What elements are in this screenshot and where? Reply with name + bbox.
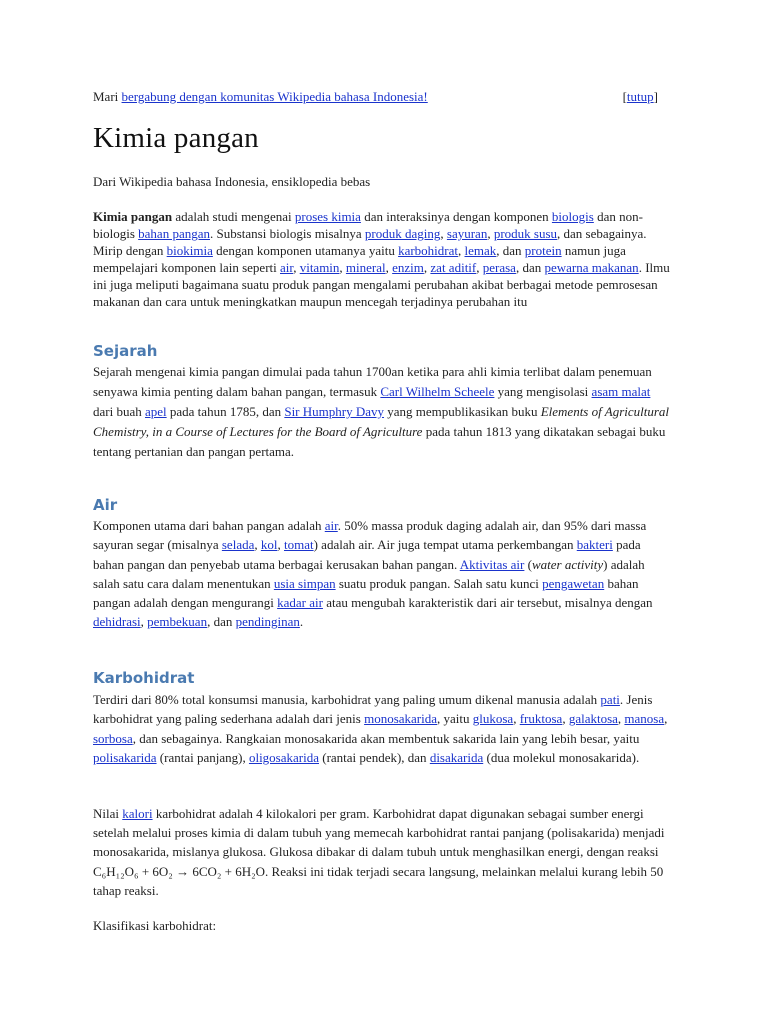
link-disakarida[interactable]: disakarida xyxy=(429,749,484,765)
text: , xyxy=(277,537,284,553)
link-pengawetan[interactable]: pengawetan xyxy=(542,575,605,591)
text: . 50% massa produk daging adalah air, dan 95% dari massa sayuran segar (misalnya xyxy=(93,518,647,553)
intro-bold-term: Kimia pangan xyxy=(93,209,173,224)
karbohidrat-paragraph-1 xyxy=(93,690,673,767)
link-asam-malat[interactable]: asam malat xyxy=(591,384,651,399)
link-vitamin[interactable]: vitamin xyxy=(299,260,340,275)
text: adalah studi mengenai xyxy=(172,209,295,224)
text: ) adalah air. Air juga tempat utama perkembangan xyxy=(313,537,577,553)
link-bakteri[interactable]: bakteri xyxy=(576,537,613,553)
text: , xyxy=(440,226,447,241)
link-dehidrasi[interactable]: dehidrasi xyxy=(93,614,141,630)
text: Komponen utama dari bahan pangan adalah xyxy=(93,518,325,533)
text: (rantai panjang), xyxy=(156,749,249,765)
close-banner-link[interactable]: tutup xyxy=(626,89,654,104)
link-produk-daging[interactable]: produk daging xyxy=(364,226,441,241)
text: , xyxy=(140,614,148,630)
link-kadar-air[interactable]: kadar air xyxy=(277,595,323,611)
text: , xyxy=(487,226,494,241)
link-kol[interactable]: kol xyxy=(260,537,278,553)
text: , xyxy=(617,711,625,727)
text: Terdiri dari 80% total konsumsi manusia, karbohidrat yang paling umum dikenal manusia adalah xyxy=(93,692,601,707)
text: dari buah xyxy=(93,404,145,419)
link-manosa[interactable]: manosa xyxy=(624,711,665,727)
text: ( xyxy=(524,556,532,572)
text: , xyxy=(339,260,346,275)
text: , xyxy=(664,711,668,727)
link-perasa[interactable]: perasa xyxy=(482,260,516,275)
text: , xyxy=(254,537,261,553)
link-pewarna-makanan[interactable]: pewarna makanan xyxy=(544,260,639,275)
text: , dan xyxy=(515,260,545,275)
community-banner xyxy=(93,89,673,105)
air-paragraph xyxy=(93,516,673,632)
page-title: Kimia pangan xyxy=(93,122,259,154)
link-biologis[interactable]: biologis xyxy=(551,209,594,224)
link-kalori[interactable]: kalori xyxy=(122,806,153,821)
link-galaktosa[interactable]: galaktosa xyxy=(568,711,618,727)
text: bahan pangan adalah dengan mengurangi xyxy=(93,575,639,611)
text: , dan xyxy=(496,243,525,258)
link-protein[interactable]: protein xyxy=(524,243,562,258)
text: pada bahan pangan dan penyebab utama berbagai kerusakan bahan pangan. xyxy=(93,537,641,572)
book-title: Elements of Agricultural Chemistry, in a Course of Lectures for the Board of Agriculture xyxy=(93,404,670,439)
text: pada tahun 1813 yang dikatakan sebagai buku tentang pertanian dan pangan pertama. xyxy=(93,424,666,459)
link-aktivitas-air[interactable]: Aktivitas air xyxy=(459,556,525,572)
link-air[interactable]: air xyxy=(324,518,338,533)
link-sorbosa[interactable]: sorbosa xyxy=(93,730,133,746)
section-heading-karbohidrat: Karbohidrat xyxy=(93,669,195,687)
link-fruktosa[interactable]: fruktosa xyxy=(519,711,563,727)
text: suatu produk pangan. Salah satu kunci xyxy=(335,575,543,591)
link-pendinginan[interactable]: pendinginan xyxy=(235,614,300,630)
section-heading-air: Air xyxy=(93,496,118,514)
text: , xyxy=(293,260,300,275)
text: dan non-biologis xyxy=(93,209,643,241)
link-sir-humphry-davy[interactable]: Sir Humphry Davy xyxy=(284,404,385,419)
karbohidrat-paragraph-2 xyxy=(93,804,673,900)
text: , xyxy=(476,260,483,275)
klasifikasi-label: Klasifikasi karbohidrat: xyxy=(93,918,217,933)
link-glukosa[interactable]: glukosa xyxy=(472,711,514,727)
link-tomat[interactable]: tomat xyxy=(283,537,314,553)
text: , dan sebagainya. Rangkaian monosakarida akan membentuk sakarida lain yang lebih besar, yaitu xyxy=(132,730,640,746)
bracket-close: ] xyxy=(653,89,658,104)
link-lemak[interactable]: lemak xyxy=(464,243,497,258)
section-heading-sejarah: Sejarah xyxy=(93,342,158,360)
text: namun juga mempelajari komponen lain seperti xyxy=(93,243,626,275)
link-mineral[interactable]: mineral xyxy=(345,260,386,275)
link-produk-susu[interactable]: produk susu xyxy=(493,226,558,241)
text: (rantai pendek), dan xyxy=(319,749,430,765)
link-pembekuan[interactable]: pembekuan xyxy=(147,614,208,630)
banner-close xyxy=(623,89,658,105)
link-enzim[interactable]: enzim xyxy=(392,260,424,275)
text: . xyxy=(299,614,304,630)
link-proses-kimia[interactable]: proses kimia xyxy=(294,209,361,224)
text: . Jenis karbohidrat yang paling sederhana adalah dari jenis xyxy=(93,692,653,727)
intro-paragraph xyxy=(93,208,678,310)
link-karbohidrat[interactable]: karbohidrat xyxy=(398,243,458,258)
text: yang mempublikasikan buku xyxy=(384,404,541,419)
text: . Substansi biologis misalnya xyxy=(210,226,365,241)
text: pada tahun 1785, dan xyxy=(166,404,285,419)
link-usia-simpan[interactable]: usia simpan xyxy=(273,575,336,591)
text: , xyxy=(385,260,393,275)
text: , xyxy=(423,260,431,275)
text: , dan xyxy=(207,614,236,630)
text: yang mengisolasi xyxy=(494,384,592,399)
text: ) adalah salah satu cara dalam menentukan xyxy=(93,556,645,591)
banner-prefix: Mari xyxy=(93,89,122,104)
text: , dan sebagainya. Mirip dengan xyxy=(93,226,647,258)
sejarah-paragraph xyxy=(93,362,673,462)
link-selada[interactable]: selada xyxy=(221,537,255,553)
text: , xyxy=(513,711,520,727)
link-sayuran[interactable]: sayuran xyxy=(446,226,488,241)
text: . Ilmu ini juga meliputi bagaimana suatu produk pangan mengalami perubahan akibat berbagai metode pemrosesan makanan dan cara untuk meningkatkan maupun mencegah terjadinya perubahan itu xyxy=(93,260,670,309)
text: , yaitu xyxy=(437,711,473,727)
link-bahan-pangan[interactable]: bahan pangan xyxy=(138,226,210,241)
link-zat-aditif[interactable]: zat aditif xyxy=(430,260,477,275)
page-tagline: Dari Wikipedia bahasa Indonesia, ensiklopedia bebas xyxy=(93,174,371,189)
text: Sejarah mengenai kimia pangan dimulai pada tahun 1700an ketika para ahli kimia terlibat dalam penemuan senyawa kimia penting dalam bahan pangan, termasuk xyxy=(93,364,652,399)
link-apel[interactable]: apel xyxy=(144,404,167,419)
link-carl-wilhelm-scheele[interactable]: Carl Wilhelm Scheele xyxy=(380,384,495,399)
text: , xyxy=(562,711,569,727)
link-monosakarida[interactable]: monosakarida xyxy=(364,711,438,727)
link-biokimia[interactable]: biokimia xyxy=(166,243,213,258)
link-polisakarida[interactable]: polisakarida xyxy=(93,749,157,765)
bracket-open: [ xyxy=(622,89,627,104)
join-community-link[interactable]: bergabung dengan komunitas Wikipedia bahasa Indonesia! xyxy=(121,89,428,104)
text: dan interaksinya dengan komponen xyxy=(360,209,552,224)
text: dengan komponen utamanya yaitu xyxy=(212,243,399,258)
link-oligosakarida[interactable]: oligosakarida xyxy=(248,749,319,765)
text: , xyxy=(458,243,465,258)
link-air[interactable]: air xyxy=(280,260,294,275)
text: atau mengubah karakteristik dari air tersebut, misalnya dengan xyxy=(322,595,653,611)
text: Nilai xyxy=(93,806,123,821)
text: karbohidrat adalah 4 kilokalori per gram. Karbohidrat dapat digunakan sebagai sumber energi setelah melalui proses kimia di dalam tubuh yang memecah karbohidrat rantai panjang (polisakarida) menjadi monosakarida, mislanya glukosa. Glukosa dibakar di dalam tubuh untuk menghasilkan energi, dengan reaksi C₆H₁₂O₆ + 6O₂ → 6CO₂ + 6H₂O. Reaksi ini tidak terjadi secara langsung, melainkan melalui kurang lebih 50 tahap reaksi. xyxy=(93,806,665,898)
text: (dua molekul monosakarida). xyxy=(483,749,640,765)
link-pati[interactable]: pati xyxy=(600,692,620,707)
italic-term: water activity xyxy=(531,556,604,572)
